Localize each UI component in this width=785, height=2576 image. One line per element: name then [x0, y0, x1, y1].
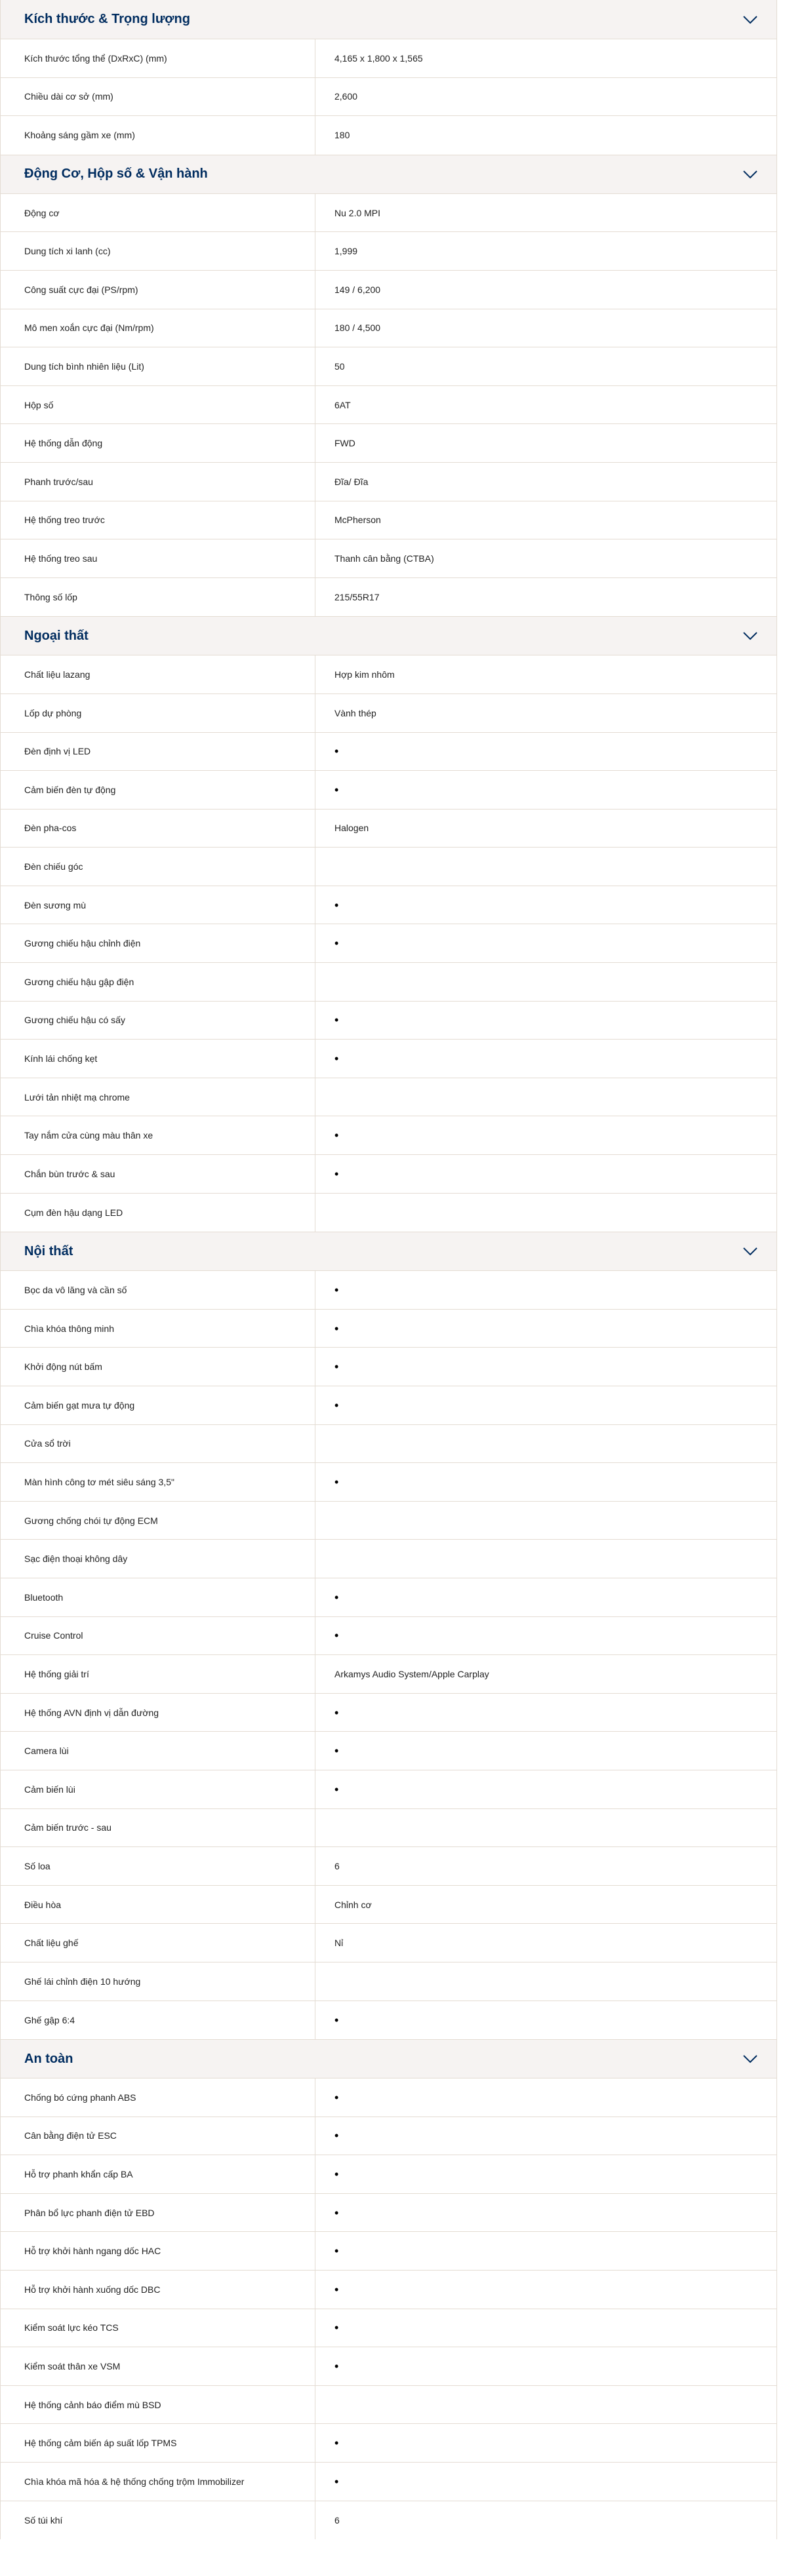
spec-row — [1, 2347, 776, 2386]
section-body — [1, 2078, 776, 2539]
spec-value-text: 215/55R17 — [334, 592, 380, 603]
spec-value-text: Nu 2.0 MPI — [334, 207, 381, 218]
spec-label: Kích thước tổng thể (DxRxC) (mm) — [1, 39, 315, 77]
spec-value — [315, 1155, 776, 1193]
spec-value — [315, 2424, 776, 2462]
spec-row — [1, 501, 776, 540]
spec-row — [1, 1809, 776, 1848]
bullet-icon: • — [334, 2436, 339, 2450]
spec-label: Khởi động nút bấm — [1, 1348, 315, 1386]
spec-label: Lốp dự phòng — [1, 694, 315, 732]
spec-row — [1, 424, 776, 463]
spec-label: Hỗ trợ phanh khẩn cấp BA — [1, 2155, 315, 2193]
spec-label: Chiều dài cơ sở (mm) — [1, 78, 315, 116]
bullet-icon: • — [334, 937, 339, 950]
spec-label: Kính lái chống kẹt — [1, 1040, 315, 1078]
bullet-icon: • — [334, 1398, 339, 1412]
spec-value — [315, 1694, 776, 1732]
spec-row — [1, 810, 776, 848]
spec-row — [1, 1425, 776, 1464]
spec-value — [315, 655, 776, 693]
spec-value — [315, 1271, 776, 1309]
spec-label: Ghế lái chỉnh điện 10 hướng — [1, 1962, 315, 2000]
spec-row — [1, 1962, 776, 2001]
spec-value — [315, 1425, 776, 1463]
spec-row — [1, 963, 776, 1002]
spec-label: Chìa khóa mã hóa & hệ thống chống trộm Immobilizer — [1, 2463, 315, 2501]
spec-label: Hỗ trợ khởi hành xuống dốc DBC — [1, 2271, 315, 2309]
spec-row — [1, 1040, 776, 1078]
spec-row — [1, 1194, 776, 1232]
spec-row — [1, 1655, 776, 1694]
spec-label: Thông số lốp — [1, 578, 315, 617]
spec-value — [315, 116, 776, 155]
spec-row — [1, 1155, 776, 1194]
spec-label: Động cơ — [1, 194, 315, 232]
spec-value — [315, 963, 776, 1001]
spec-label: Đèn chiếu góc — [1, 848, 315, 886]
section-body — [1, 194, 776, 617]
spec-value — [315, 1463, 776, 1501]
spec-value — [315, 733, 776, 771]
spec-row — [1, 1540, 776, 1578]
spec-label: Cụm đèn hậu dạng LED — [1, 1194, 315, 1232]
bullet-icon: • — [334, 1013, 339, 1027]
spec-row — [1, 2463, 776, 2501]
spec-label: Kiểm soát thân xe VSM — [1, 2347, 315, 2385]
spec-value — [315, 1310, 776, 1348]
spec-label: Màn hình công tơ mét siêu sáng 3,5" — [1, 1463, 315, 1501]
chevron-down-icon[interactable] — [741, 1246, 759, 1257]
section-header[interactable] — [1, 1232, 776, 1271]
spec-value-text: 2,600 — [334, 91, 358, 102]
spec-row — [1, 1617, 776, 1656]
spec-value — [315, 810, 776, 848]
bullet-icon: • — [334, 1167, 339, 1181]
spec-row — [1, 2001, 776, 2040]
section-title: Ngoại thất — [24, 628, 89, 643]
spec-value — [315, 2463, 776, 2501]
spec-label: Hệ thống giải trí — [1, 1655, 315, 1693]
spec-value-text: McPherson — [334, 515, 381, 526]
spec-row — [1, 194, 776, 233]
bullet-icon: • — [334, 1590, 339, 1604]
spec-value — [315, 1386, 776, 1424]
bullet-icon: • — [334, 1360, 339, 1374]
chevron-down-icon[interactable] — [741, 169, 759, 180]
spec-value — [315, 2347, 776, 2385]
spec-label: Số loa — [1, 1847, 315, 1885]
spec-label: Lưới tản nhiệt mạ chrome — [1, 1078, 315, 1116]
spec-value — [315, 1962, 776, 2000]
spec-value — [315, 2194, 776, 2232]
spec-row — [1, 886, 776, 925]
spec-value — [315, 78, 776, 116]
spec-label: Cảm biến lùi — [1, 1770, 315, 1808]
spec-value — [315, 539, 776, 577]
spec-row — [1, 2309, 776, 2348]
spec-label: Đèn pha-cos — [1, 810, 315, 848]
bullet-icon: • — [334, 898, 339, 912]
spec-label: Hỗ trợ khởi hành ngang dốc HAC — [1, 2232, 315, 2270]
spec-label: Đèn định vị LED — [1, 733, 315, 771]
spec-label: Gương chống chói tự động ECM — [1, 1502, 315, 1540]
spec-row — [1, 2501, 776, 2540]
spec-value — [315, 309, 776, 347]
bullet-icon: • — [334, 2013, 339, 2027]
spec-value — [315, 2001, 776, 2040]
spec-value — [315, 1770, 776, 1808]
bullet-icon: • — [334, 1283, 339, 1297]
bullet-icon: • — [334, 2244, 339, 2258]
spec-value-text: Halogen — [334, 823, 369, 834]
spec-value-text: Chỉnh cơ — [334, 1899, 372, 1910]
spec-value-text: Nỉ — [334, 1938, 344, 1949]
spec-value-text: 1,999 — [334, 246, 358, 257]
section-body — [1, 1271, 776, 2039]
spec-value — [315, 39, 776, 77]
section-body — [1, 655, 776, 1232]
spec-value — [315, 848, 776, 886]
spec-value — [315, 1924, 776, 1962]
bullet-icon: • — [334, 1744, 339, 1758]
spec-row — [1, 2194, 776, 2233]
spec-value — [315, 1847, 776, 1885]
spec-label: Hộp số — [1, 386, 315, 424]
bullet-icon: • — [334, 1052, 339, 1066]
spec-value — [315, 1617, 776, 1655]
spec-label: Ghế gập 6:4 — [1, 2001, 315, 2040]
bullet-icon: • — [334, 1629, 339, 1643]
spec-value — [315, 347, 776, 385]
spec-label: Chống bó cứng phanh ABS — [1, 2078, 315, 2117]
spec-label: Mô men xoắn cực đại (Nm/rpm) — [1, 309, 315, 347]
spec-value-text: 180 / 4,500 — [334, 322, 381, 334]
spec-row — [1, 655, 776, 694]
spec-row — [1, 1271, 776, 1310]
bullet-icon: • — [334, 2206, 339, 2219]
spec-label: Chất liệu ghế — [1, 1924, 315, 1962]
spec-value — [315, 1886, 776, 1924]
spec-value — [315, 1194, 776, 1232]
spec-label: Hệ thống cảnh báo điểm mù BSD — [1, 2386, 315, 2424]
spec-value-text: 149 / 6,200 — [334, 284, 381, 295]
spec-label: Cảm biến gạt mưa tự động — [1, 1386, 315, 1424]
spec-row — [1, 1886, 776, 1924]
spec-row — [1, 1386, 776, 1425]
spec-label: Cảm biến trước - sau — [1, 1809, 315, 1847]
spec-value — [315, 2155, 776, 2193]
spec-label: Tay nắm cửa cùng màu thân xe — [1, 1116, 315, 1154]
spec-row — [1, 848, 776, 886]
spec-value — [315, 386, 776, 424]
spec-value-text: Thanh cân bằng (CTBA) — [334, 553, 434, 564]
spec-value — [315, 1002, 776, 1040]
spec-row — [1, 2232, 776, 2271]
bullet-icon: • — [334, 2360, 339, 2373]
section-title: An toàn — [24, 2051, 73, 2066]
spec-value — [315, 2232, 776, 2270]
spec-value-text: Hợp kim nhôm — [334, 669, 395, 680]
spec-label: Công suất cực đại (PS/rpm) — [1, 271, 315, 309]
spec-row — [1, 1463, 776, 1502]
spec-row — [1, 578, 776, 617]
spec-label: Phân bổ lực phanh điện tử EBD — [1, 2194, 315, 2232]
spec-label: Kiểm soát lực kéo TCS — [1, 2309, 315, 2347]
spec-value — [315, 501, 776, 539]
bullet-icon: • — [334, 1782, 339, 1796]
spec-row — [1, 309, 776, 348]
spec-value — [315, 1655, 776, 1693]
spec-value — [315, 2309, 776, 2347]
bullet-icon: • — [334, 783, 339, 796]
spec-label: Phanh trước/sau — [1, 463, 315, 501]
spec-value — [315, 1809, 776, 1847]
spec-value — [315, 1116, 776, 1154]
spec-label: Cân bằng điện tử ESC — [1, 2117, 315, 2155]
spec-value-text: 6AT — [334, 399, 351, 410]
spec-label: Gương chiếu hậu gập điện — [1, 963, 315, 1001]
spec-value-text: Đĩa/ Đĩa — [334, 476, 369, 487]
spec-row — [1, 1116, 776, 1155]
bullet-icon: • — [334, 1475, 339, 1489]
spec-value — [315, 2078, 776, 2117]
spec-row — [1, 2271, 776, 2309]
section-header[interactable] — [1, 0, 776, 39]
spec-value — [315, 924, 776, 962]
spec-label: Gương chiếu hậu chỉnh điện — [1, 924, 315, 962]
spec-label: Gương chiếu hậu có sấy — [1, 1002, 315, 1040]
spec-label: Hệ thống treo sau — [1, 539, 315, 577]
spec-value — [315, 2117, 776, 2155]
section-title: Kích thước & Trọng lượng — [24, 12, 190, 26]
section-body — [1, 39, 776, 155]
spec-value-text: FWD — [334, 438, 355, 449]
spec-row — [1, 1502, 776, 1540]
spec-row — [1, 271, 776, 309]
spec-row — [1, 2424, 776, 2463]
spec-label: Sạc điện thoại không dây — [1, 1540, 315, 1578]
spec-row — [1, 1310, 776, 1348]
spec-row — [1, 1578, 776, 1617]
spec-row — [1, 1348, 776, 1386]
spec-value — [315, 232, 776, 270]
bullet-icon: • — [334, 2282, 339, 2296]
bullet-icon: • — [334, 2090, 339, 2104]
spec-value-text: 6 — [334, 1860, 340, 1871]
spec-row — [1, 2155, 776, 2194]
spec-row — [1, 232, 776, 271]
spec-value — [315, 1348, 776, 1386]
spec-row — [1, 924, 776, 963]
spec-value-text: 6 — [334, 2514, 340, 2526]
spec-value — [315, 771, 776, 809]
spec-value — [315, 1040, 776, 1078]
bullet-icon: • — [334, 2168, 339, 2181]
spec-label: Chất liệu lazang — [1, 655, 315, 693]
spec-row — [1, 1694, 776, 1732]
spec-label: Chìa khóa thông minh — [1, 1310, 315, 1348]
spec-value-text: 4,165 x 1,800 x 1,565 — [334, 52, 423, 64]
chevron-down-icon[interactable] — [741, 14, 759, 25]
spec-row — [1, 539, 776, 578]
spec-label: Dung tích xi lanh (cc) — [1, 232, 315, 270]
spec-value — [315, 194, 776, 232]
spec-label: Hệ thống treo trước — [1, 501, 315, 539]
spec-value — [315, 2271, 776, 2309]
bullet-icon: • — [334, 2129, 339, 2143]
spec-value-text: 50 — [334, 361, 345, 372]
spec-value — [315, 271, 776, 309]
spec-row — [1, 1078, 776, 1117]
spec-label: Hệ thống AVN định vị dẫn đường — [1, 1694, 315, 1732]
spec-value — [315, 1540, 776, 1578]
spec-row — [1, 1924, 776, 1962]
spec-row — [1, 1002, 776, 1040]
spec-row — [1, 2386, 776, 2425]
spec-label: Chắn bùn trước & sau — [1, 1155, 315, 1193]
spec-label: Cửa sổ trời — [1, 1425, 315, 1463]
bullet-icon: • — [334, 2474, 339, 2488]
spec-label: Hệ thống cảm biến áp suất lốp TPMS — [1, 2424, 315, 2462]
spec-value — [315, 424, 776, 462]
spec-row — [1, 1770, 776, 1809]
spec-label: Cảm biến đèn tự động — [1, 771, 315, 809]
spec-row — [1, 2117, 776, 2156]
section-title: Động Cơ, Hộp số & Vận hành — [24, 166, 208, 182]
spec-label: Cruise Control — [1, 1617, 315, 1655]
spec-label: Hệ thống dẫn động — [1, 424, 315, 462]
spec-value — [315, 1502, 776, 1540]
spec-value-text: 180 — [334, 130, 350, 141]
spec-value-text: Vành thép — [334, 707, 376, 718]
spec-value — [315, 886, 776, 924]
chevron-down-icon[interactable] — [741, 2054, 759, 2064]
spec-row — [1, 2078, 776, 2117]
spec-row — [1, 733, 776, 771]
spec-row — [1, 386, 776, 425]
spec-value-text: Arkamys Audio System/Apple Carplay — [334, 1668, 489, 1679]
section-header[interactable] — [1, 616, 776, 655]
spec-row — [1, 1732, 776, 1770]
chevron-down-icon[interactable] — [741, 631, 759, 641]
spec-label: Đèn sương mù — [1, 886, 315, 924]
section-header[interactable] — [1, 155, 776, 194]
spec-value — [315, 463, 776, 501]
spec-value — [315, 1578, 776, 1616]
spec-row — [1, 1847, 776, 1886]
spec-row — [1, 78, 776, 117]
spec-row — [1, 116, 776, 155]
bullet-icon: • — [334, 745, 339, 758]
spec-value — [315, 578, 776, 617]
spec-value — [315, 2501, 776, 2540]
bullet-icon: • — [334, 1321, 339, 1335]
spec-row — [1, 39, 776, 78]
section-header[interactable] — [1, 2039, 776, 2078]
bullet-icon: • — [334, 1129, 339, 1142]
spec-label: Số túi khí — [1, 2501, 315, 2540]
spec-row — [1, 463, 776, 501]
spec-label: Điều hòa — [1, 1886, 315, 1924]
spec-label: Bluetooth — [1, 1578, 315, 1616]
spec-value — [315, 694, 776, 732]
spec-value — [315, 2386, 776, 2424]
bullet-icon: • — [334, 1706, 339, 1719]
spec-label: Dung tích bình nhiên liệu (Lit) — [1, 347, 315, 385]
spec-value — [315, 1078, 776, 1116]
spec-row — [1, 771, 776, 810]
spec-row — [1, 694, 776, 733]
spec-value — [315, 1732, 776, 1770]
spec-row — [1, 347, 776, 386]
spec-label: Camera lùi — [1, 1732, 315, 1770]
section-title: Nội thất — [24, 1243, 73, 1259]
bullet-icon: • — [334, 2321, 339, 2335]
spec-label: Khoảng sáng gầm xe (mm) — [1, 116, 315, 155]
spec-label: Bọc da vô lăng và cần số — [1, 1271, 315, 1309]
